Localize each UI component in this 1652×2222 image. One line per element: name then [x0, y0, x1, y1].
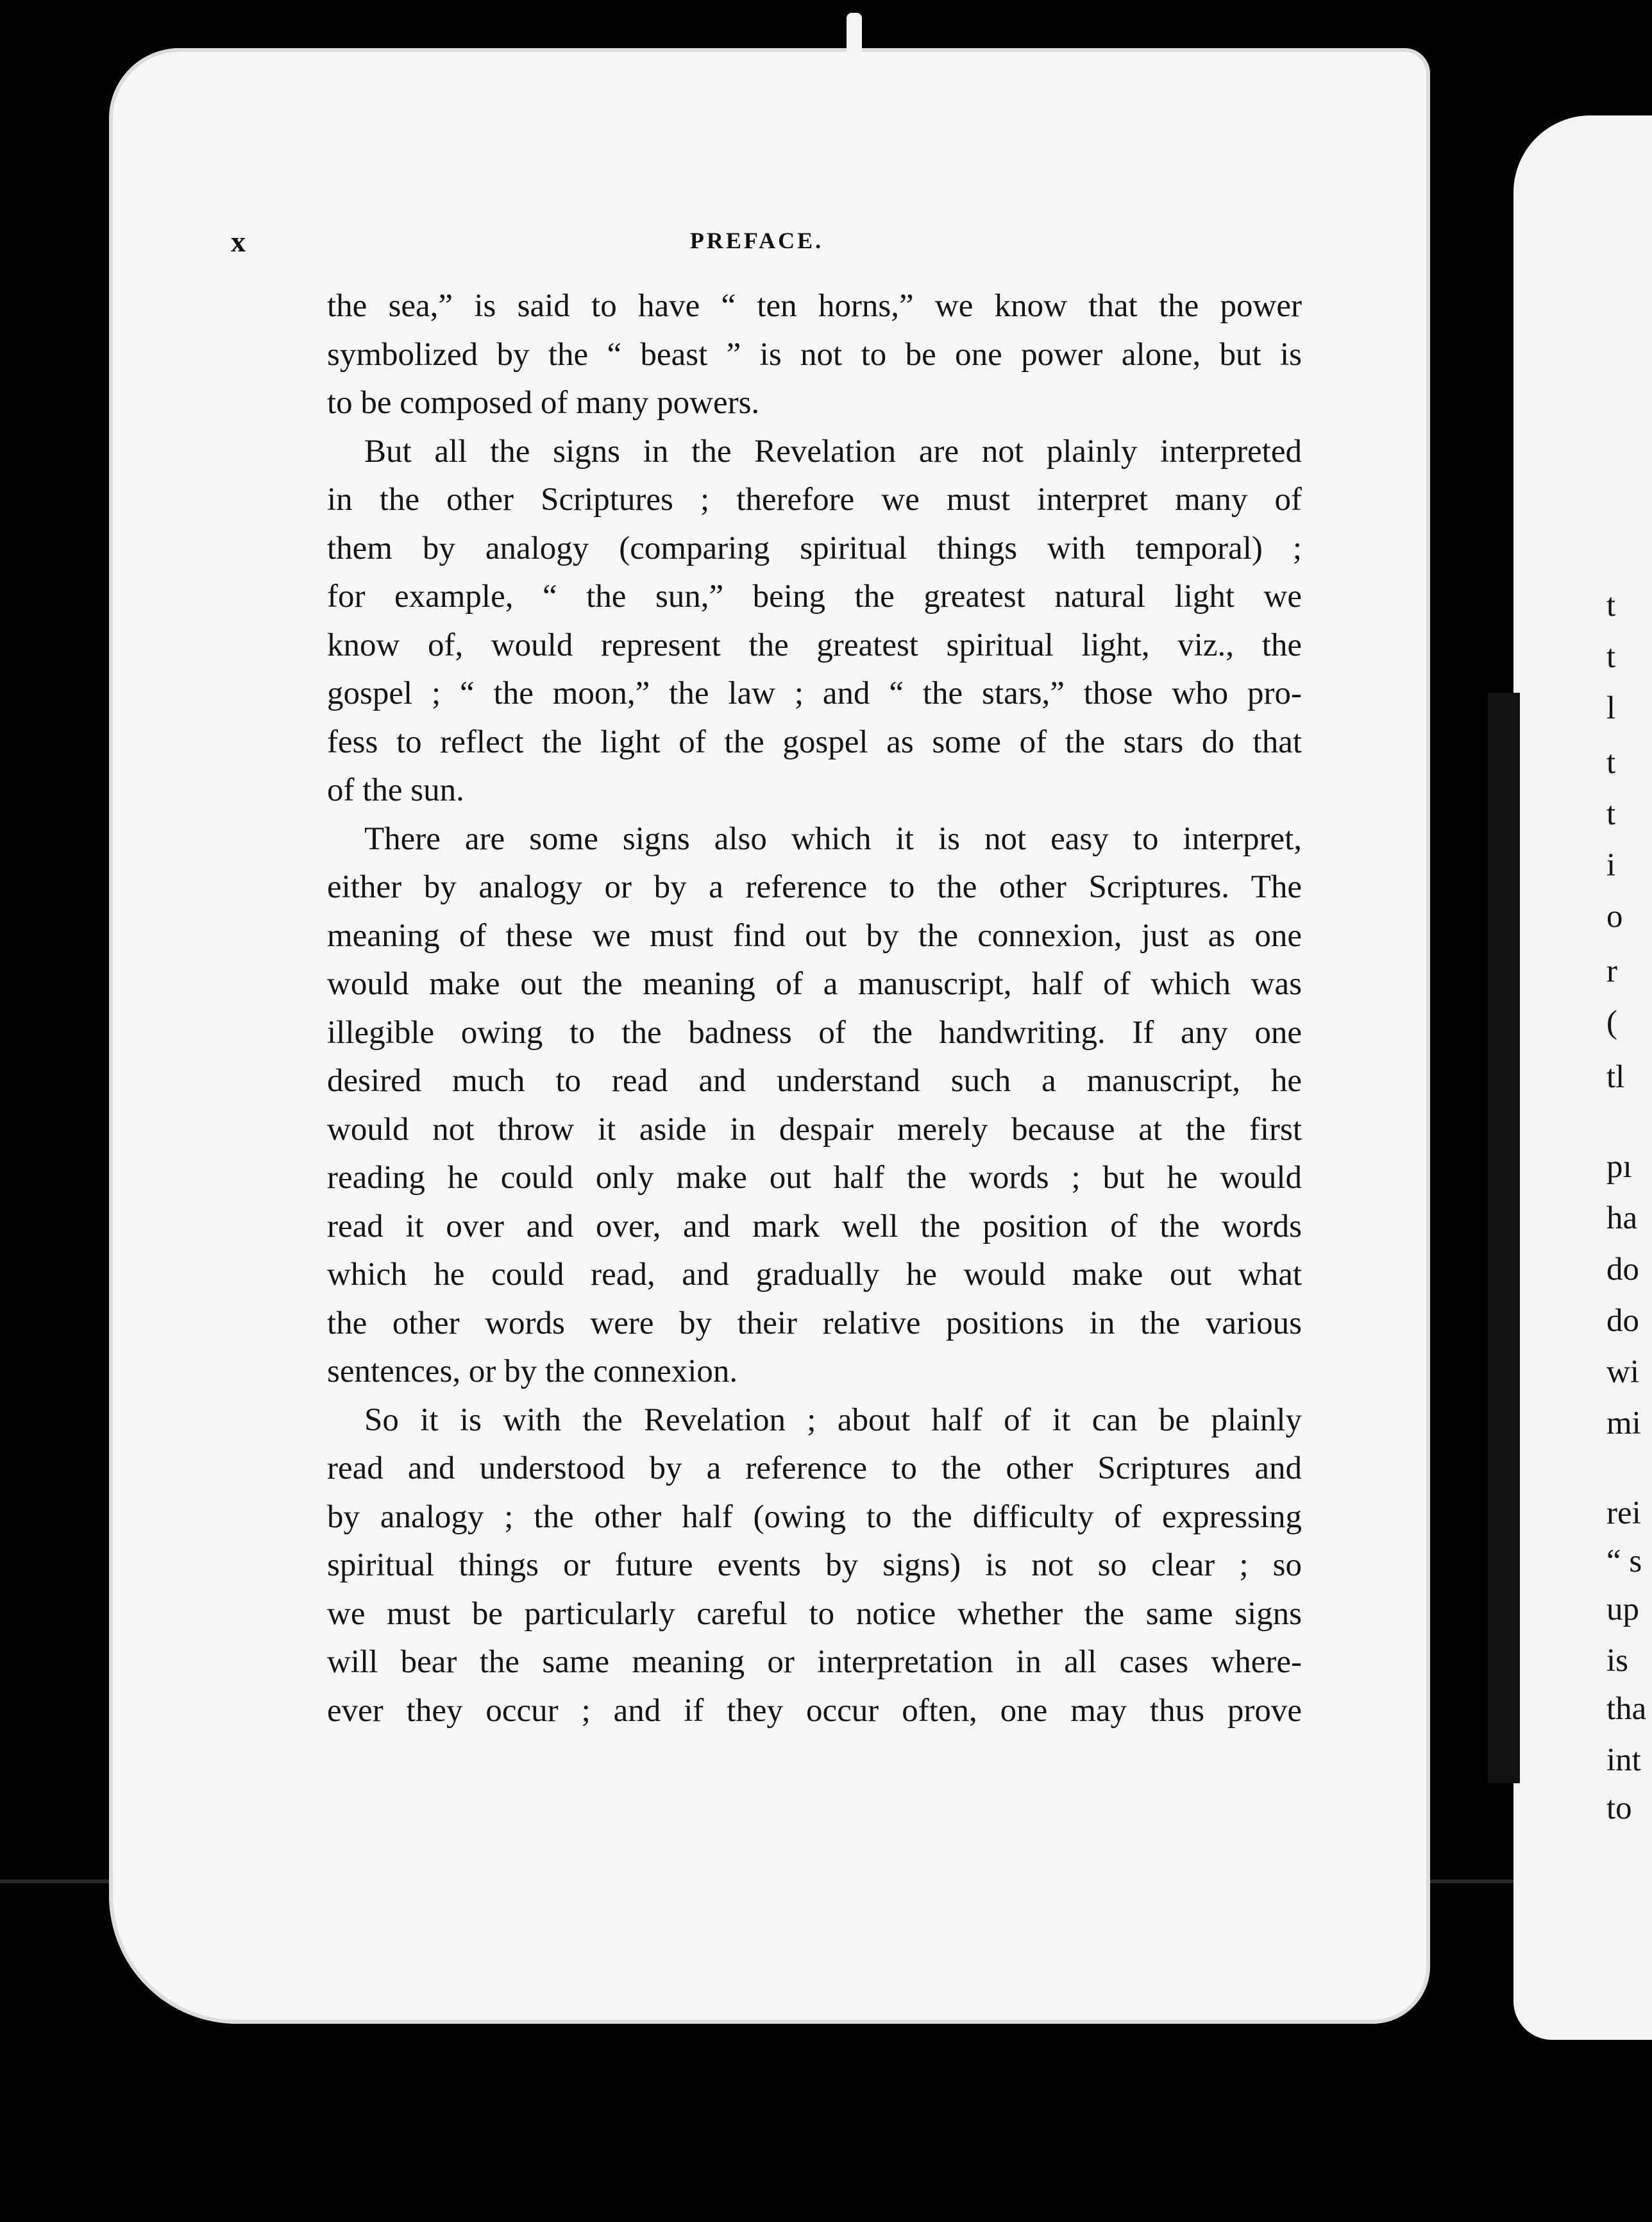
facing-page-fragment: pı — [1606, 1149, 1632, 1185]
body-text — [327, 282, 1302, 1735]
facing-page-fragment: o — [1606, 899, 1623, 935]
facing-page-fragment: do — [1606, 1251, 1639, 1287]
text-line: of the sun. — [327, 772, 464, 808]
text-line: sentences, or by the connexion. — [327, 1353, 738, 1389]
facing-page-fragment: t — [1606, 639, 1616, 675]
text-line: the other words were by their relative positions in the various — [327, 1305, 1302, 1341]
running-head: PREFACE. — [689, 228, 824, 253]
facing-page-fragment: l — [1606, 690, 1616, 726]
facing-page-fragment: r — [1606, 953, 1617, 989]
text-line: either by analogy or by a reference to the other Scriptures. The — [327, 869, 1302, 905]
text-line: would not throw it aside in despair merely because at the first — [327, 1111, 1302, 1148]
page-number: x — [231, 225, 246, 258]
facing-page-fragment: to — [1606, 1790, 1632, 1826]
facing-page-fragment: t — [1606, 796, 1616, 832]
facing-page-fragment: t — [1606, 745, 1616, 781]
facing-page-fragment: wi — [1606, 1354, 1639, 1390]
text-line: to be composed of many powers. — [327, 385, 760, 421]
facing-page-fragment: up — [1606, 1591, 1639, 1627]
text-line: the sea,” is said to have “ ten horns,” we know that the power — [327, 288, 1302, 324]
text-line: in the other Scriptures ; therefore we must interpret many of — [327, 482, 1302, 518]
text-line: reading he could only make out half the words ; but he would — [327, 1160, 1302, 1196]
text-line: them by analogy (comparing spiritual things with temporal) ; — [327, 530, 1302, 566]
text-line: desired much to read and understand such a manuscript, he — [327, 1063, 1302, 1099]
text-line: we must be particularly careful to notice whether the same signs — [327, 1595, 1302, 1632]
text-line: would make out the meaning of a manuscript, half of which was — [327, 966, 1302, 1002]
page-edge-shadow — [1488, 693, 1520, 1783]
facing-page-fragment: do — [1606, 1303, 1639, 1339]
text-line: by analogy ; the other half (owing to the difficulty of expressing — [327, 1498, 1302, 1535]
text-line: read it over and over, and mark well the position of the words — [327, 1208, 1302, 1244]
facing-page-fragment: tl — [1606, 1059, 1625, 1095]
text-line: know of, would represent the greatest spiritual light, viz., the — [327, 627, 1302, 663]
text-line: So it is with the Revelation ; about half of it can be plainly — [364, 1402, 1302, 1438]
text-line: symbolized by the “ beast ” is not to be one power alone, but is — [327, 336, 1302, 373]
binding-mark — [847, 13, 862, 58]
text-line: There are some signs also which it is not easy to interpret, — [364, 820, 1302, 857]
facing-page-fragment: tha — [1606, 1691, 1647, 1727]
page-header — [231, 225, 1283, 263]
facing-page-fragment: ( — [1606, 1005, 1617, 1040]
facing-page-fragment: ha — [1606, 1200, 1638, 1236]
text-line: gospel ; “ the moon,” the law ; and “ the stars,” those who pro- — [327, 675, 1302, 711]
text-line: But all the signs in the Revelation are not plainly interpreted — [364, 433, 1302, 470]
text-line: spiritual things or future events by signs) is not so clear ; so — [327, 1547, 1302, 1583]
text-line: ever they occur ; and if they occur often, one may thus prove — [327, 1692, 1302, 1729]
text-line: which he could read, and gradually he would make out what — [327, 1257, 1302, 1293]
facing-page-fragment: mi — [1606, 1405, 1641, 1441]
text-line: fess to reflect the light of the gospel as some of the stars do that — [327, 724, 1302, 760]
facing-page-fragment: “ s — [1606, 1543, 1642, 1579]
facing-page-fragment: t — [1606, 588, 1616, 623]
facing-page-fragment: is — [1606, 1643, 1629, 1679]
text-line: read and understood by a reference to the other Scriptures and — [327, 1450, 1302, 1486]
text-line: illegible owing to the badness of the handwriting. If any one — [327, 1014, 1302, 1051]
facing-page-fragment: int — [1606, 1742, 1641, 1778]
text-line: for example, “ the sun,” being the greatest natural light we — [327, 579, 1302, 615]
facing-page-fragment: rei — [1606, 1495, 1641, 1531]
text-line: meaning of these we must find out by the connexion, just as one — [327, 917, 1302, 954]
facing-page-fragment: i — [1606, 847, 1616, 883]
text-line: will bear the same meaning or interpretation in all cases where- — [327, 1644, 1302, 1680]
